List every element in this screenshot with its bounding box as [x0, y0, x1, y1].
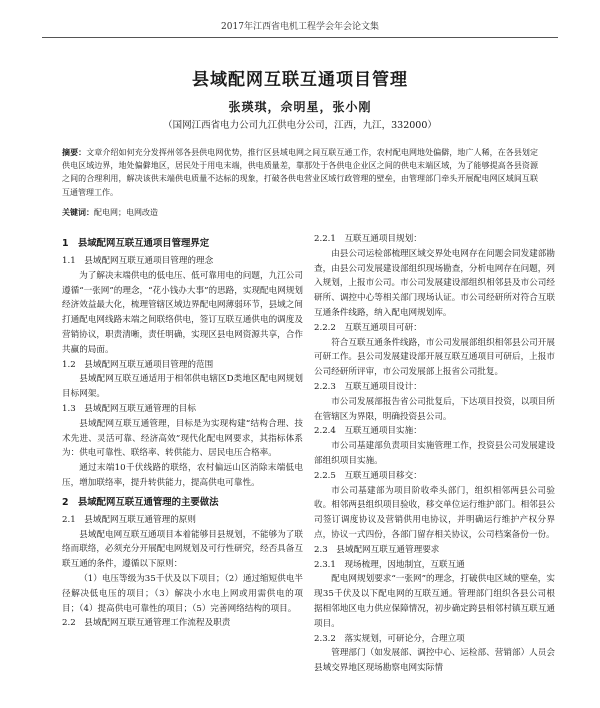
section-2-1-paragraph: 县域配电网互联互通项目本着能够目县规划，不能够为了联络而联络，必须充分开展配电网规划及可行性研究，经否具备互联互通的条件，遵循以下原则：	[62, 529, 303, 570]
section-2-2-5-heading: 2.2.5 互联互通项目移交：	[314, 470, 422, 481]
section-1-heading: 1 县域配网互联互通项目管理界定	[62, 238, 210, 249]
right-column	[314, 232, 555, 676]
keywords	[62, 207, 538, 218]
section-1-3-heading: 1.3 县域配网互联互通管理的目标	[62, 403, 196, 414]
section-1-2-paragraph: 县域配网互联互通适用于相邻供电辖区D类地区配电网规划目标网架。	[62, 374, 303, 400]
section-2-2-2-paragraph: 符合互联互通条件线路，市公司发展部组织相邻县公司开展可研工作。县公司发展建设部开展互联互通项目可研后，上报市公司经研所评审，市公司发展部上报省公司批复。	[314, 337, 555, 378]
section-2-3-2-heading: 2.3.2 落实规划，可研论分，合理立项	[314, 633, 465, 644]
section-2-2-3-heading: 2.2.3 互联互通项目设计：	[314, 381, 422, 392]
section-2-2-heading: 2.2 县域配网互联互通管理工作流程及职责	[62, 618, 231, 629]
keywords-label: 关键词：	[62, 207, 94, 217]
section-2-2-5-paragraph: 市公司基建部为项目阶收牵头部门，组织相邻两县公司验收。相邻两县组织项目验收，移交单位运行维护部门。相邻县公司签订调度协议及营销供用电协议，并明确运行维护产权分界点，协议一式四份，各部门留存相关协议，公司档案备份一份。	[314, 485, 555, 540]
paper-affiliation: （国网江西省电力公司九江供电分公司，江西，九江，332000）	[163, 120, 437, 131]
section-2-2-1-heading: 2.2.1 互联互通项目规划：	[314, 234, 422, 244]
running-header: 2017年江西省电机工程学会年会论文集	[221, 22, 379, 32]
section-2-heading: 2 县域配网互联互通管理的主要做法	[62, 496, 219, 508]
section-2-3-heading: 2.3 县域配网互联互通管理要求	[314, 544, 440, 555]
section-2-3-2-paragraph: 管理部门（如发展部、调控中心、运检部、营销部）人员会县域交界地区现场勘察电网实际情	[314, 648, 555, 674]
section-1-3-paragraph: 县域配网互联互通管理，目标是为实现构建“结构合理、技术先进、灵活可靠、经济高效”现代化配电网要求，其指标体系为：供电可靠性、联络率、转供能力、居民电压合格率。	[62, 418, 303, 459]
paper-authors: 张瑛琪，佘明星，张小刚	[228, 100, 372, 114]
keywords-text: 配电网；电网改造	[94, 208, 158, 217]
section-2-2-1-paragraph: 由县公司运检部梳理区域交界处电网存在问题会同发建部勘查，由县公司发展建设部组织现场勘查，分析电网存在问题，列入规划，上报市公司。市公司发展建设部组织相邻县及市公司经研所、调控中心等相关部门现场认证。市公司经研所对符合互联互通条件线路，纳入配电网规划库。	[314, 248, 555, 318]
section-2-3-1-paragraph: 配电网规划要求“一张网”的理念，打破供电区域的壁垒，实现35千伏及以下配电网的互联互通。管理部门组织各县公司根据相邻地区电力供应保障情况，初步确定跨县相邻村镇互联互通项目。	[314, 574, 555, 629]
section-1-2-heading: 1.2 县域配网互联互通项目管理的范围	[62, 359, 214, 370]
section-2-2-4-paragraph: 市公司基建部负责项目实施管理工作，投资县公司发展建设部组织项目实施。	[314, 441, 555, 466]
abstract-label: 摘要：	[62, 147, 87, 157]
section-1-1-heading: 1.1 县域配网互联互通项目管理的理念	[62, 256, 214, 266]
section-2-1-heading: 2.1 县域配网互联互通管理的原则	[62, 514, 196, 525]
paper-title: 县域配网互联互通项目管理	[192, 70, 408, 90]
section-1-3-paragraph: 通过末端10千伏线路的联络，农村偏远山区消除末端低电压，增加联络率，提升转供能力，提高供电可靠性。	[62, 463, 303, 488]
abstract-text: 文章介绍如何充分发挥州邻各县供电网优势，推行区县域电网之间互联互通工作，农村配电网地处偏僻，地广人稀，在各县划定供电区域边界，地处偏僻地区，居民处于用电末端，供电质量差，靠那处于各供电企业区之间的供电末端区域，为了能够提高各县资源之间的合理利用，解决该供末端供电质量不达标的现象，打破各供电营业区域行政管理的壁垒，由管理部门牵头开展配电网区域间互联互通管理工作。	[62, 148, 539, 197]
section-2-2-2-heading: 2.2.2 互联互通项目可研：	[314, 322, 422, 333]
abstract	[62, 146, 538, 199]
section-2-2-4-heading: 2.2.4 互联互通项目实施：	[314, 426, 422, 437]
section-2-1-list: （1）电压等级为35千伏及以下项目；（2）通过缩短供电半径解决低电压的项目；（3）解决小水电上网或用需供电的项目；（4）提高供电可靠性的项目；（5）完善网络结构的项目。	[62, 573, 304, 614]
left-column	[62, 232, 303, 631]
section-2-2-3-paragraph: 市公司发展部报告省公司批复后，下达项目投资，以项目所在管辖区为界限，明确投资县公司。	[314, 396, 555, 422]
section-2-3-1-heading: 2.3.1 现场梳理，因地制宜，互联互通	[314, 559, 465, 570]
header-rule	[42, 37, 558, 38]
section-1-1-paragraph: 为了解决末端供电的低电压、低可靠用电的问题，九江公司遵循“一张网”的理念，“花小钱办大事”的思路，实现配电网规划经济效益最大化，梳理管辖区域边界配电网薄弱环节，县域之间打通配电网线路末端之间联络供电，签订互联互通供电的调度及营销协议，职责清晰，责任明确，实现区县电网资源共享，合作共赢的局面。	[62, 270, 304, 355]
